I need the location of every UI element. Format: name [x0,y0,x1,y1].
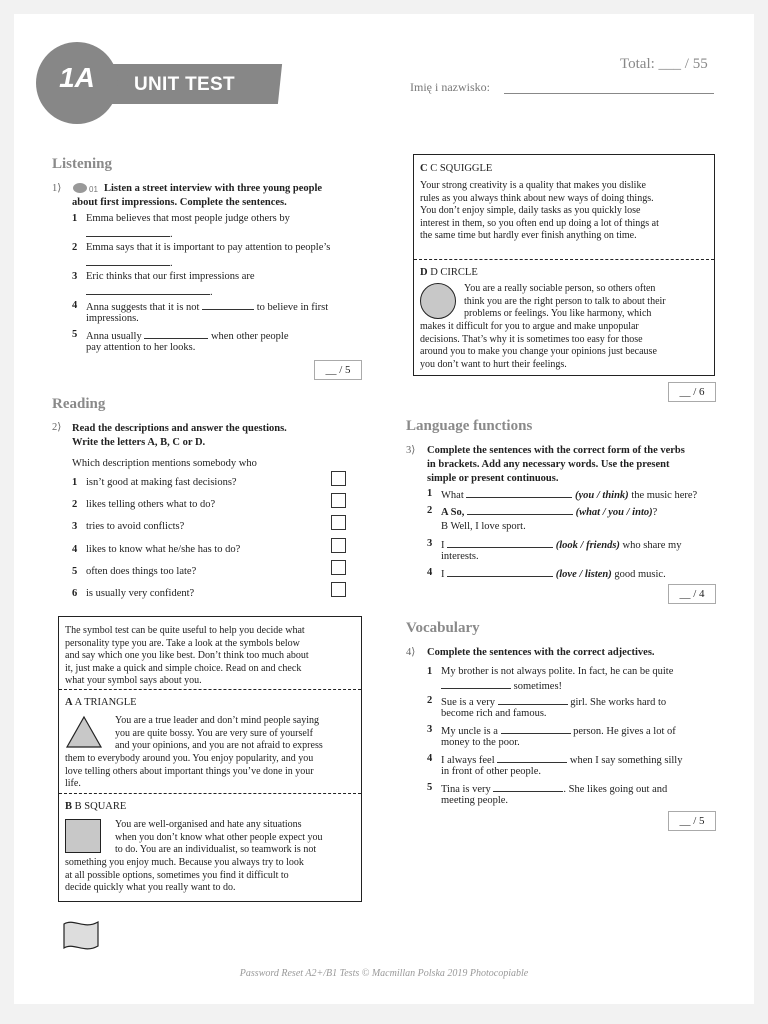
answer-blank[interactable] [466,487,572,498]
answer-blank[interactable] [497,752,567,763]
name-field[interactable] [504,93,714,94]
circle-text-cont: makes it difficult for you to argue and make unpopular decisions. That’s why it is sometimes too easy for those around you to make you change your opinions just because you don’t want to hurt their feelings. [420,321,657,370]
answer-box[interactable] [331,582,346,597]
circle-icon [420,283,456,319]
reading-instruction: Read the descriptions and answer the questions. [72,423,287,434]
reading-question: 3 tries to avoid conflicts? [72,521,185,532]
exercise-number: 2⟩ [52,422,62,433]
answer-box[interactable] [331,471,346,486]
listening-item: 3 Eric thinks that our first impressions are . [72,271,255,298]
listening-item: 5 Anna usually when other people pay attention to her looks. [72,329,289,353]
vocabulary-item: 1 My brother is not always polite. In fact, he can be quite sometimes! [427,666,674,692]
exercise-number: 1⟩ [52,183,62,194]
answer-blank[interactable] [447,566,553,577]
vocabulary-heading: Vocabulary [406,620,480,636]
answer-box[interactable] [331,493,346,508]
symbol-box-right [413,154,715,376]
triangle-text-cont: them to everybody around you. You enjoy popularity, and you love telling others about important things you’ve done in your life. [65,753,314,789]
answer-blank[interactable] [447,537,553,548]
vocabulary-item: 3 My uncle is a person. He gives a lot of money to the poor. [427,724,676,748]
circle-heading: D D CIRCLE [420,267,478,278]
reading-question: 5 often does things too late? [72,566,197,577]
symbol-test-box [58,616,362,902]
reading-instruction-2: Write the letters A, B, C or D. [72,437,206,448]
vocabulary-score[interactable]: __ / 5 [668,811,716,831]
answer-blank[interactable] [202,299,254,310]
answer-box[interactable] [331,538,346,553]
square-heading: B B SQUARE [65,801,127,812]
vocabulary-item: 5 Tina is very . She likes going out and meeting people. [427,782,668,806]
language-item: B Well, I love sport. [441,521,526,532]
square-text-cont: something you enjoy much. Because you always try to look at all possible options, sometimes you find it difficult to decide quickly what you really want to do. [65,857,304,893]
listening-item: 4 Anna suggests that it is not to believe in first impressions. [72,300,329,324]
total-score: Total: ___ / 55 [620,56,708,72]
squiggle-heading: C C SQUIGGLE [420,163,493,174]
answer-blank[interactable] [86,226,170,237]
reading-heading: Reading [52,396,106,412]
square-text: You are well-organised and hate any situations when you don’t know what other people expect you to do. You are an individualist, so teamwork is not [115,819,323,855]
reading-question: 6 is usually very confident? [72,588,195,599]
name-label: Imię i nazwisko: [410,80,490,94]
answer-blank[interactable] [86,284,210,295]
listening-item: 2 Emma says that it is important to pay attention to people’s . [72,242,331,269]
footer-copyright: Password Reset A2+/B1 Tests © Macmillan Polska 2019 Photocopiable [239,968,529,979]
answer-blank[interactable] [86,255,170,266]
triangle-heading: A A TRIANGLE [65,697,137,708]
reading-score[interactable]: __ / 6 [668,382,716,402]
circle-text: You are a really sociable person, so others often think you are the right person to talk to about their problems or feelings. You like harmony, which [464,283,666,319]
squiggle-flag-icon [62,918,102,957]
answer-box[interactable] [331,560,346,575]
answer-box[interactable] [331,515,346,530]
exercise-number: 4⟩ [406,647,416,658]
language-functions-instruction: Complete the sentences with the correct form of the verbs in brackets. Add any necessary words. Use the present simple or present continuous. [427,445,685,484]
listening-instruction: Listen a street interview with three young people [104,183,323,194]
intro-text: The symbol test can be quite useful to help you decide what personality type you are. Take a look at the symbols below and say which one you like best. Don’t think too much about it, just make a quick and simple choice. Read on and check what your symbol says about you. [65,625,309,686]
listening-score[interactable]: __ / 5 [314,360,362,380]
answer-blank[interactable] [144,328,208,339]
language-item: 2 A So, (what / you / into)? [427,505,658,518]
language-functions-score[interactable]: __ / 4 [668,584,716,604]
listening-heading: Listening [52,156,113,172]
answer-blank[interactable] [501,723,571,734]
reading-question: 4 likes to know what he/she has to do? [72,544,241,555]
answer-blank[interactable] [498,694,568,705]
squiggle-text: Your strong creativity is a quality that makes you dislike rules as you always think about new ways of doing things. You don’t enjoy simple, daily tasks as you quickly lose interest in them, so you often end up doing a lot of things at the same time but hardly ever finish anything on time. [420,180,659,241]
language-item: 3 I (look / friends) who share my interests. [427,538,682,562]
reading-question: 2 likes telling others what to do? [72,499,216,510]
unit-number: 1A [59,62,95,93]
answer-blank[interactable] [467,504,573,515]
svg-text:01: 01 [89,185,98,194]
language-item: 4 I (love / listen) good music. [427,567,666,580]
language-item: 1 What (you / think) the music here? [427,488,698,501]
unit-title: UNIT TEST [134,74,235,95]
listening-instruction-2: about first impressions. Complete the sentences. [72,197,287,208]
listening-item: 1 Emma believes that most people judge others by . [72,213,290,240]
answer-blank[interactable] [441,678,511,689]
vocabulary-item: 2 Sue is a very girl. She works hard to become rich and famous. [427,695,667,719]
reading-question: 1 isn’t good at making fast decisions? [72,477,237,488]
answer-blank[interactable] [493,781,563,792]
vocabulary-item: 4 I always feel when I say something silly in front of other people. [427,753,683,777]
reading-lead: Which description mentions somebody who [72,458,257,469]
square-icon [65,819,101,853]
exercise-number: 3⟩ [406,445,416,456]
language-functions-heading: Language functions [406,418,533,434]
triangle-icon [65,715,103,754]
vocabulary-instruction: Complete the sentences with the correct adjectives. [427,647,655,658]
triangle-text: You are a true leader and don’t mind people saying you are quite bossy. You are very sure of yourself and your opinions, and you are not afraid to express [115,715,323,751]
